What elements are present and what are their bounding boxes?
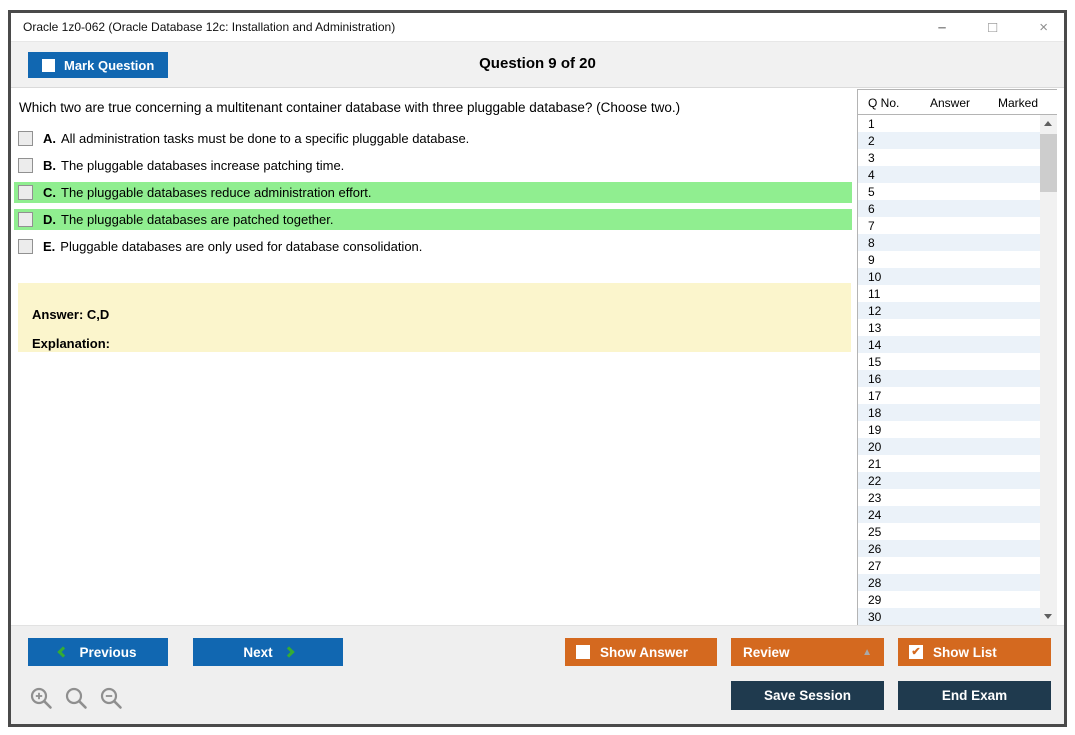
answer-box (18, 283, 851, 352)
question-list-panel (857, 89, 1057, 625)
cell-qno: 20 (868, 439, 882, 454)
question-counter: Question 9 of 20 (479, 55, 596, 72)
question-list-row[interactable] (858, 353, 1041, 370)
question-list-row[interactable] (858, 455, 1041, 472)
cell-qno: 23 (868, 490, 882, 505)
zoom-out-icon[interactable] (99, 686, 125, 712)
cell-qno: 19 (868, 422, 882, 437)
question-list-row[interactable] (858, 489, 1041, 506)
main-area (11, 89, 1064, 625)
option-letter: B. (43, 158, 56, 173)
dropdown-up-icon: ▲ (862, 646, 872, 658)
cell-qno: 11 (868, 286, 881, 301)
cell-qno: 28 (868, 575, 882, 590)
question-list-row[interactable] (858, 421, 1041, 438)
question-list-body (858, 115, 1041, 625)
previous-label: Previous (79, 644, 137, 660)
chevron-right-icon (283, 646, 294, 657)
option-letter: E. (43, 239, 56, 254)
check-icon: ✔ (911, 645, 921, 658)
col-header-answer: Answer (930, 96, 971, 110)
question-list-row[interactable] (858, 506, 1041, 523)
question-list-row[interactable] (858, 115, 1041, 132)
minimize-icon[interactable]: – (937, 18, 947, 36)
cell-qno: 24 (868, 507, 882, 522)
option-letter: D. (43, 212, 56, 227)
question-list-row[interactable] (858, 608, 1041, 625)
cell-qno: 1 (868, 116, 875, 131)
maximize-icon[interactable]: □ (988, 18, 998, 36)
option-text: The pluggable databases reduce administration effort. (61, 185, 372, 200)
answer-label: Answer: C,D (32, 307, 110, 322)
cell-qno: 21 (868, 456, 882, 471)
option-row[interactable] (14, 209, 852, 230)
option-text: All administration tasks must be done to a specific pluggable database. (61, 131, 470, 146)
cell-qno: 29 (868, 592, 882, 607)
col-header-qno: Q No. (868, 96, 900, 110)
cell-qno: 16 (868, 371, 882, 386)
zoom-toolbar (29, 686, 125, 712)
cell-qno: 8 (868, 235, 875, 250)
cell-qno: 13 (868, 320, 882, 335)
cell-qno: 7 (868, 218, 875, 233)
cell-qno: 2 (868, 133, 875, 148)
cell-qno: 27 (868, 558, 882, 573)
option-text: The pluggable databases are patched together. (61, 212, 334, 227)
cell-qno: 25 (868, 524, 882, 539)
question-list-row[interactable] (858, 319, 1041, 336)
question-list-row[interactable] (858, 183, 1041, 200)
question-list-row[interactable] (858, 217, 1041, 234)
question-list-row[interactable] (858, 438, 1041, 455)
app-window (8, 10, 1067, 727)
cell-qno: 4 (868, 167, 875, 182)
options-list (14, 128, 852, 263)
cell-qno: 5 (868, 184, 875, 199)
question-list-row[interactable] (858, 336, 1041, 353)
option-checkbox[interactable] (18, 131, 33, 146)
option-row[interactable] (14, 236, 852, 257)
question-list-row[interactable] (858, 200, 1041, 217)
question-list-row[interactable] (858, 404, 1041, 421)
close-icon[interactable]: × (1039, 18, 1048, 36)
show-answer-button[interactable] (565, 638, 717, 666)
show-list-checkbox[interactable] (909, 645, 923, 659)
scrollbar-thumb[interactable] (1040, 134, 1057, 192)
question-list-row[interactable] (858, 302, 1041, 319)
previous-button[interactable] (28, 638, 168, 666)
question-list-header (858, 89, 1057, 115)
chevron-left-icon (58, 646, 69, 657)
show-answer-label: Show Answer (600, 644, 689, 660)
question-list-row[interactable] (858, 285, 1041, 302)
zoom-in-icon[interactable] (29, 686, 55, 712)
scroll-up-icon[interactable] (1040, 115, 1057, 132)
question-list-row[interactable] (858, 268, 1041, 285)
cell-qno: 18 (868, 405, 882, 420)
option-text: The pluggable databases increase patching time. (61, 158, 345, 173)
question-list-row[interactable] (858, 540, 1041, 557)
question-list-row[interactable] (858, 557, 1041, 574)
option-row[interactable] (14, 182, 852, 203)
option-checkbox[interactable] (18, 239, 33, 254)
question-list-row[interactable] (858, 251, 1041, 268)
cell-qno: 3 (868, 150, 875, 165)
question-list-row[interactable] (858, 132, 1041, 149)
review-button[interactable] (731, 638, 884, 666)
next-button[interactable] (193, 638, 343, 666)
zoom-reset-icon[interactable] (64, 686, 90, 712)
question-list-row[interactable] (858, 523, 1041, 540)
end-exam-button[interactable] (898, 681, 1051, 710)
cell-qno: 22 (868, 473, 882, 488)
option-letter: C. (43, 185, 56, 200)
cell-qno: 30 (868, 609, 882, 624)
cell-qno: 6 (868, 201, 875, 216)
option-text: Pluggable databases are only used for database consolidation. (60, 239, 423, 254)
header-strip (11, 41, 1064, 88)
save-session-label: Save Session (763, 688, 852, 703)
option-checkbox[interactable] (18, 185, 33, 200)
cell-qno: 17 (868, 388, 882, 403)
mark-question-label: Mark Question (64, 57, 155, 73)
question-list-row[interactable] (858, 387, 1041, 404)
show-list-label: Show List (933, 644, 997, 660)
window-controls (938, 13, 1048, 41)
question-list-row[interactable] (858, 370, 1041, 387)
col-header-marked: Marked (998, 96, 1039, 110)
cell-qno: 14 (868, 337, 882, 352)
question-list-row[interactable] (858, 149, 1041, 166)
explanation-label: Explanation: (32, 336, 111, 351)
footer-bar (11, 625, 1064, 724)
question-text: Which two are true concerning a multitenant container database with three pluggable database? (Choose two.) (19, 100, 681, 115)
cell-qno: 9 (868, 252, 875, 267)
option-checkbox[interactable] (18, 158, 33, 173)
review-label: Review (743, 644, 790, 660)
scroll-down-icon[interactable] (1040, 608, 1057, 625)
question-list-row[interactable] (858, 591, 1041, 608)
next-label: Next (243, 644, 273, 660)
cell-qno: 12 (868, 303, 882, 318)
show-answer-checkbox[interactable] (576, 645, 590, 659)
save-session-button[interactable] (731, 681, 884, 710)
window-title: Oracle 1z0-062 (Oracle Database 12c: Installation and Administration) (23, 20, 396, 34)
cell-qno: 15 (868, 354, 882, 369)
end-exam-label: End Exam (941, 688, 1008, 703)
scrollbar[interactable] (1040, 115, 1057, 625)
option-letter: A. (43, 131, 56, 146)
question-list-row[interactable] (858, 166, 1041, 183)
show-list-button[interactable] (898, 638, 1051, 666)
option-checkbox[interactable] (18, 212, 33, 227)
option-row[interactable] (14, 128, 852, 149)
question-list-row[interactable] (858, 234, 1041, 251)
cell-qno: 10 (868, 269, 882, 284)
question-list-row[interactable] (858, 574, 1041, 591)
option-row[interactable] (14, 155, 852, 176)
title-bar (11, 13, 1064, 41)
cell-qno: 26 (868, 541, 882, 556)
question-list-row[interactable] (858, 472, 1041, 489)
